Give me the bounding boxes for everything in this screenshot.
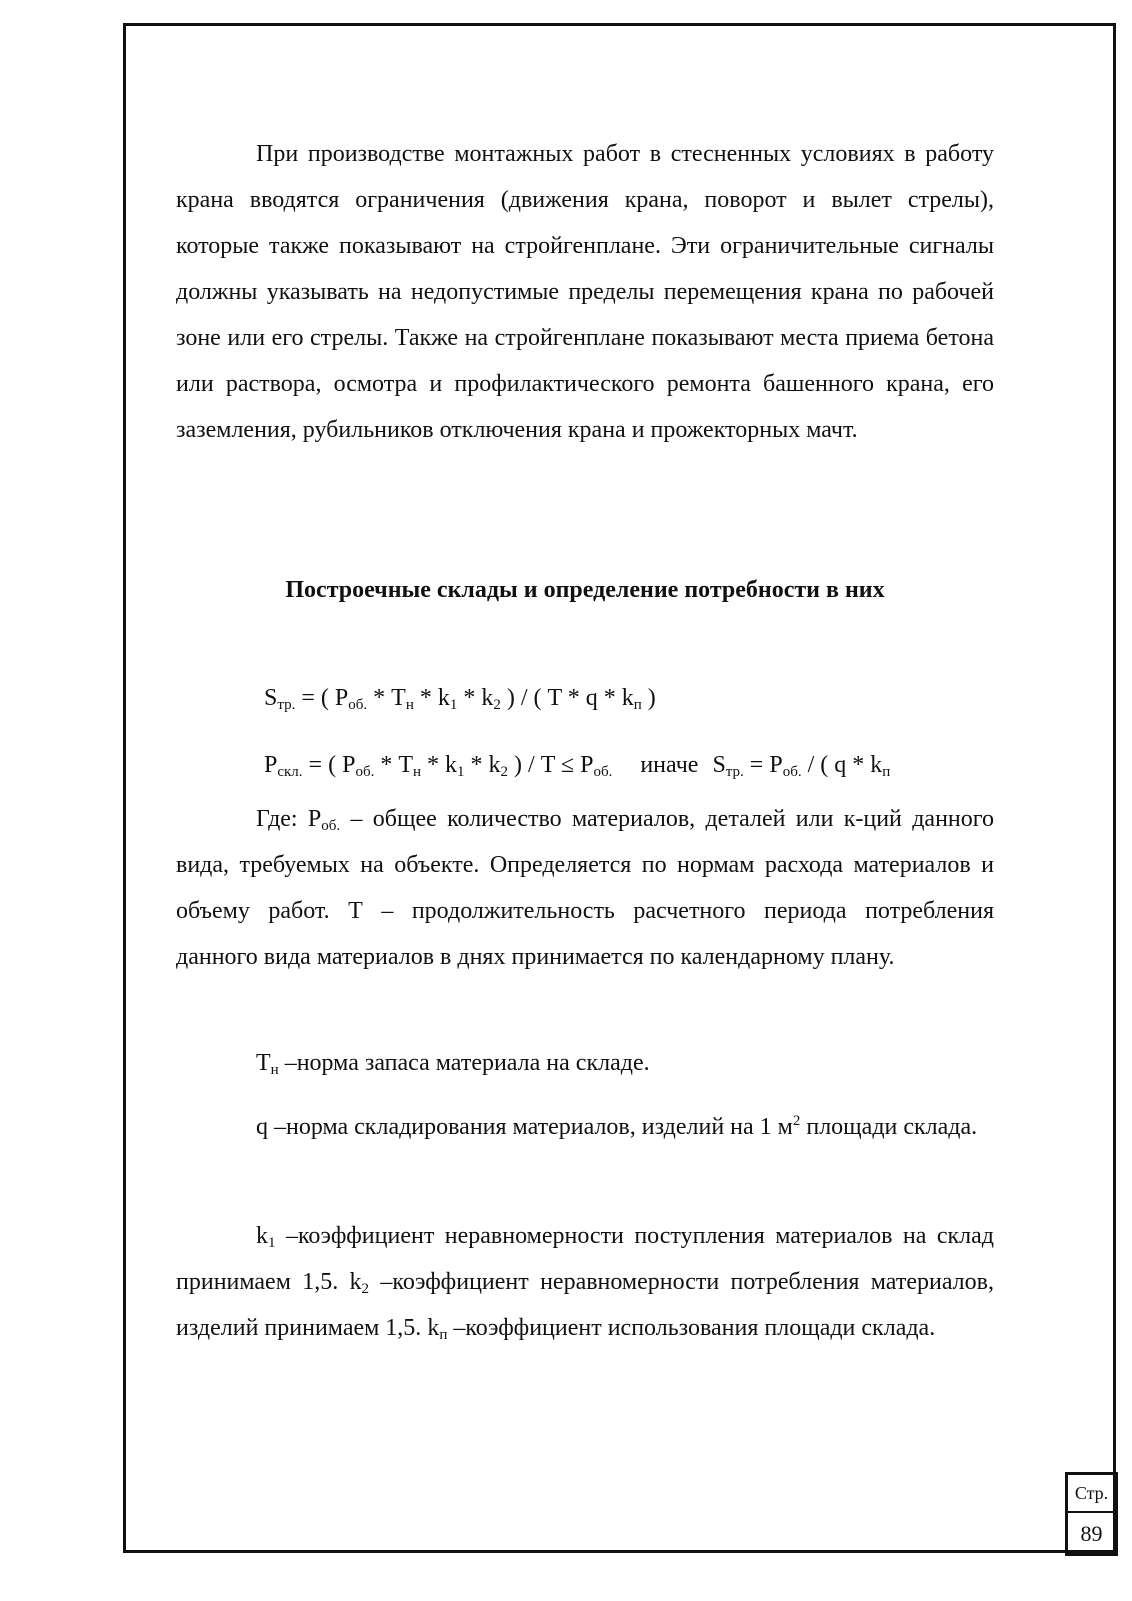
paragraph-storage-norm: q –норма складирования материалов, изделий на 1 $м^2$ площади склада. bbox=[256, 1113, 978, 1140]
paragraph-coefficients: $k_1$ –коэффициент неравномерности поступления материалов на склад принимаем 1,5. $k_2$ –коэффициент неравномерности потребления материалов, изделий принимаем 1,5. $k_п$ –коэффициент использования площади склада. bbox=[176, 1223, 994, 1343]
formula-storage-amount: $P_{скл.}$ = ( $P_{об.} * T_н * k_1 * k_2$ ) / $T \le P_{об.}$ иначе $S_{тр.} = P_{об.}$ / ( q * $k_п$ bbox=[264, 752, 891, 780]
formula-required-area: $S_{тр.}$ = ( $P_{об.} * T_н * k_1 * k_2$ ) / ( T * q * $k_п$ ) bbox=[264, 685, 656, 713]
page-label: Стр. bbox=[1068, 1475, 1115, 1513]
page-number-box bbox=[1065, 1472, 1118, 1556]
page-number: 89 bbox=[1080, 1521, 1103, 1546]
paragraph-stock-norm: $Т_н$ –норма запаса материала на складе. bbox=[256, 1050, 650, 1078]
paragraph-definitions: Где: $P_{об.}$ – общее количество материалов, деталей или к-ций данного вида, требуемых на объекте. Определяется по нормам расхода материалов и объему работ. Т – продолжительность расчетного периода потребления данного вида материалов в днях принимается по календарному плану. bbox=[176, 806, 995, 970]
paragraph-crane-restrictions: При производстве монтажных работ в стесненных условиях в работу крана вводятся ограничения (движения крана, поворот и вылет стрелы), которые также показывают на стройгенплане. Эти ограничительные сигналы должны указывать на недопустимые пределы перемещения крана по рабочей зоне или его стрелы. Также на стройгенплане показывают места приема бетона или раствора, осмотра и профилактического ремонта башенного крана, его заземления, рубильников отключения крана и прожекторных мачт. bbox=[176, 141, 994, 443]
section-heading: Построечные склады и определение потребности в них bbox=[285, 577, 885, 603]
